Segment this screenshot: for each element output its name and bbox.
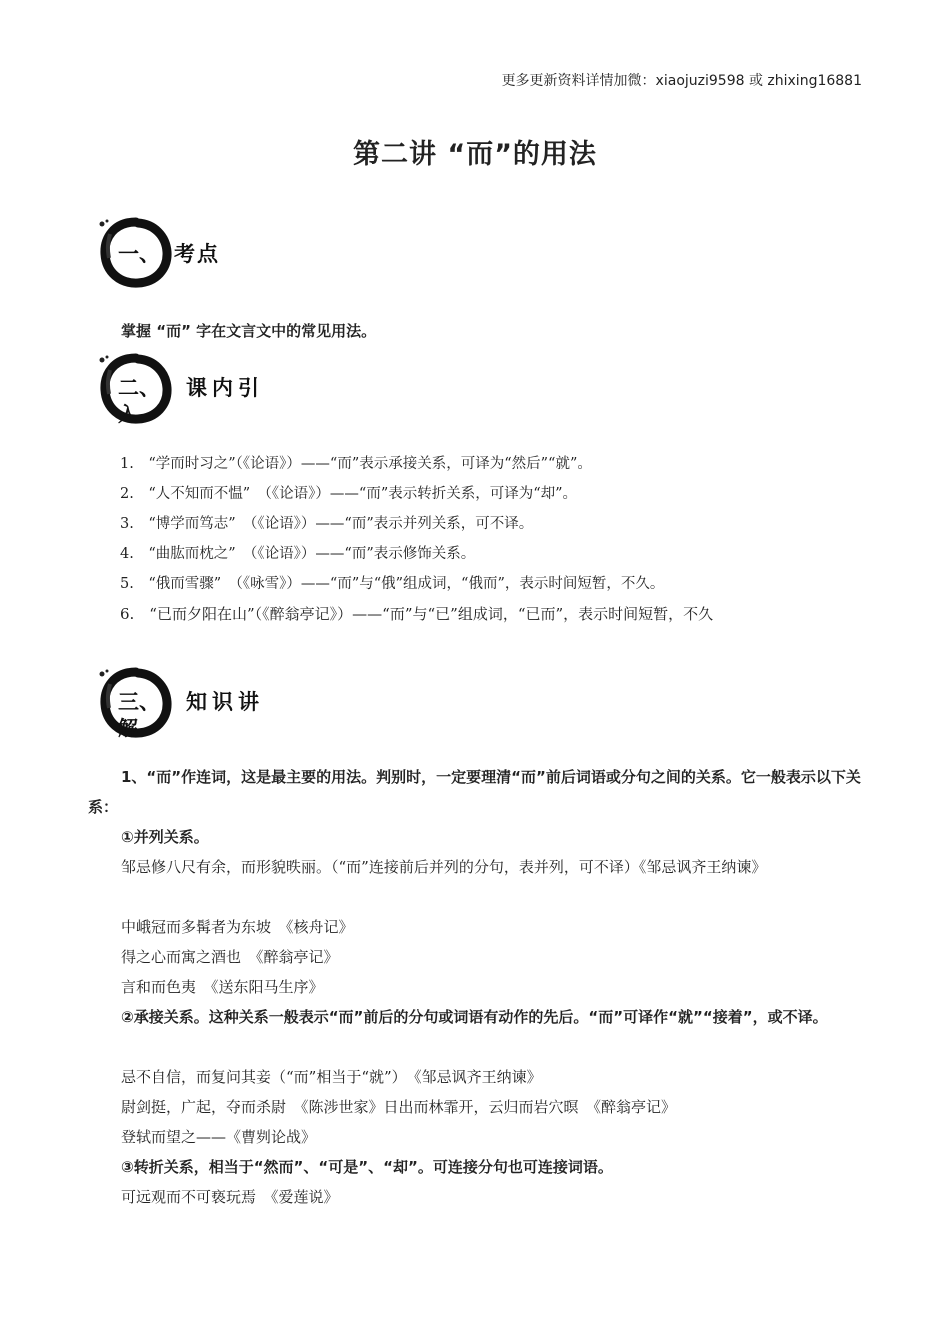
section-number: 一、 — [118, 242, 160, 266]
example-text: 登轼而望之——《曹刿论战》 — [121, 1128, 317, 1146]
example-text: 邹忌修八尺有余，而形貌昳丽。（“而”连接前后并列的分句，表并列，可不译）《邹忌讽齐王纳谏》 — [121, 858, 767, 876]
section-label: 课内引 — [186, 376, 264, 400]
list-item: 2. “人不知而不愠” （《论语》）——“而”表示转折关系，可译为“却”。 — [120, 486, 578, 502]
section-heading-3 — [96, 664, 416, 744]
section-label-wrap: 解 — [118, 716, 138, 740]
section-number: 三、 — [118, 690, 160, 714]
section-heading-1 — [96, 214, 416, 294]
list-item: 1. “学而时习之”（《论语》）——“而”表示承接关系，可译为“然后”“就”。 — [120, 456, 592, 472]
parallel-heading: ①并列关系。 — [121, 828, 209, 846]
section-heading-2 — [96, 350, 416, 430]
list-item: 6. “已而夕阳在山”（《醉翁亭记》）——“而”与“已”组成词，“已而”，表示时间短暂，不久 — [120, 605, 714, 623]
example-text: 言和而色夷 《送东阳马生序》 — [121, 978, 324, 996]
adversative-heading: ③转折关系，相当于“然而”、“可是”、“却”。可连接分句也可连接词语。 — [121, 1158, 613, 1176]
objective-text: 掌握 “而” 字在文言文中的常见用法。 — [121, 322, 377, 340]
sequential-heading: ②承接关系。这种关系一般表示“而”前后的分句或词语有动作的先后。“而”可译作“就”“接着”，或不译。 — [121, 1008, 828, 1026]
page-title: 第二讲 “而”的用法 — [353, 139, 597, 170]
section-label: 知识讲 — [186, 690, 264, 714]
example-text: 中峨冠而多髯者为东坡 《核舟记》 — [121, 918, 354, 936]
example-text: 得之心而寓之酒也 《醉翁亭记》 — [121, 948, 339, 966]
list-item: 4. “曲肱而枕之” （《论语》）——“而”表示修饰关系。 — [120, 546, 476, 562]
list-item: 3. “博学而笃志” （《论语》）——“而”表示并列关系，可不译。 — [120, 516, 534, 532]
example-text: 忌不自信，而复问其妾（“而”相当于“就”） 《邹忌讽齐王纳谏》 — [121, 1068, 542, 1086]
header-contact-note: 更多更新资料详情加微：xiaojuzi9598 或 zhixing16881 — [501, 73, 862, 89]
knowledge-lead: 1、“而”作连词，这是最主要的用法。判别时，一定要理清“而”前后词语或分句之间的关系。它一般表示以下关系： — [88, 768, 861, 816]
section-label-wrap: 入 — [118, 402, 138, 426]
section-number: 二、 — [118, 376, 160, 400]
section-label: 考点 — [174, 242, 220, 266]
example-text: 尉剑挺，广起，夺而杀尉 《陈涉世家》日出而林霏开，云归而岩穴暝 《醉翁亭记》 — [121, 1098, 677, 1116]
example-text: 可远观而不可亵玩焉 《爱莲说》 — [121, 1188, 339, 1206]
list-item: 5. “俄而雪骤” （《咏雪》）——“而”与“俄”组成词，“俄而”，表示时间短暂，不久。 — [120, 576, 665, 592]
intro-list — [120, 449, 865, 599]
